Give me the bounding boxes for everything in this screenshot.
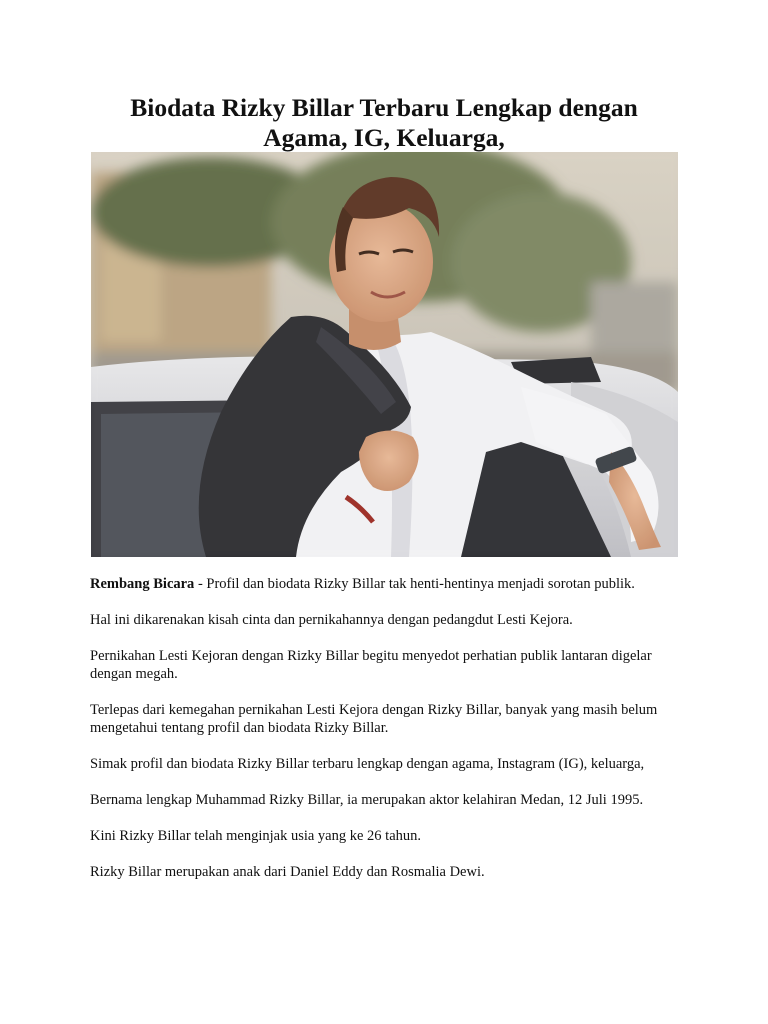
lead-source: Rembang Bicara	[90, 576, 195, 592]
article-photo	[91, 152, 678, 557]
article-title-line-1: Biodata Rizky Billar Terbaru Lengkap dengan	[130, 93, 638, 122]
paragraph: Bernama lengkap Muhammad Rizky Billar, ia merupakan aktor kelahiran Medan, 12 Juli 1995.	[90, 792, 644, 808]
lead-separator: -	[194, 576, 207, 592]
article-title-line-2: Agama, IG, Keluarga,	[263, 123, 505, 152]
photo-illustration	[91, 152, 678, 557]
paragraph: Hal ini dikarenakan kisah cinta dan pernikahannya dengan pedangdut Lesti Kejora.	[90, 612, 573, 628]
paragraph: Simak profil dan biodata Rizky Billar terbaru lengkap dengan agama, Instagram (IG), keluarga,	[90, 756, 645, 772]
paragraph: Pernikahan Lesti Kejoran dengan Rizky Billar begitu menyedot perhatian publik lantaran digelar dengan megah.	[90, 648, 652, 682]
article-title	[90, 93, 678, 153]
paragraph: Terlepas dari kemegahan pernikahan Lesti Kejora dengan Rizky Billar, banyak yang masih belum mengetahui tentang profil dan biodata Rizky Billar.	[90, 702, 658, 736]
lead-paragraph	[90, 575, 680, 593]
paragraph: Rizky Billar merupakan anak dari Daniel Eddy dan Rosmalia Dewi.	[90, 864, 485, 880]
article-body	[90, 575, 680, 899]
paragraph: Kini Rizky Billar telah menginjak usia yang ke 26 tahun.	[90, 828, 422, 844]
lead-text: Profil dan biodata Rizky Billar tak henti-hentinya menjadi sorotan publik.	[206, 576, 635, 592]
